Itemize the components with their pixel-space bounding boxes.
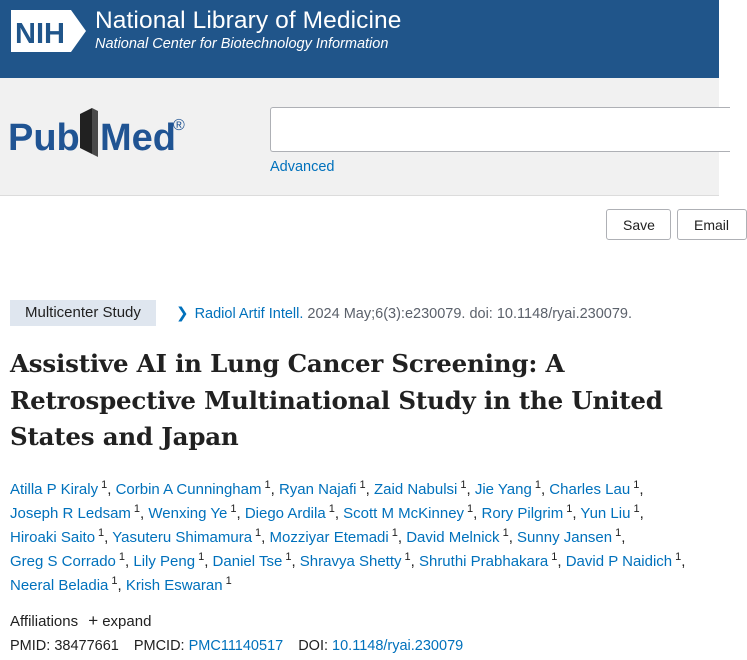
author-item: Lily Peng $^1$, xyxy=(133,551,209,570)
author-item: Corbin A Cunningham $^1$, xyxy=(115,479,275,498)
nih-logo[interactable] xyxy=(9,8,89,54)
affiliation-marker[interactable]: 1 xyxy=(615,527,622,539)
affiliation-marker[interactable]: 1 xyxy=(566,503,573,515)
affiliation-marker[interactable]: 1 xyxy=(467,503,474,515)
author-link[interactable]: Daniel Tse xyxy=(212,553,283,570)
author-link[interactable]: Charles Lau xyxy=(549,481,631,498)
affiliation-marker[interactable]: 1 xyxy=(198,551,205,563)
author-item: Yun Liu $^1$, xyxy=(580,503,644,522)
affiliations-expand-toggle[interactable] xyxy=(88,613,151,630)
author-item: Greg S Corrado $^1$, xyxy=(10,551,130,570)
affiliation-marker[interactable]: 1 xyxy=(404,551,411,563)
author-item: Hiroaki Saito $^1$, xyxy=(10,527,109,546)
author-link[interactable]: Scott M McKinney xyxy=(343,505,465,522)
author-link[interactable]: Shruthi Prabhakara xyxy=(418,553,549,570)
citation-text: 2024 May;6(3):e230079. doi: 10.1148/ryai.230079. xyxy=(307,306,633,322)
affiliation-marker[interactable]: 1 xyxy=(98,527,105,539)
author-item: Yasuteru Shimamura $^1$, xyxy=(112,527,266,546)
author-item: Shruthi Prabhakara $^1$, xyxy=(418,551,562,570)
author-link[interactable]: Corbin A Cunningham xyxy=(115,481,262,498)
author-link[interactable]: Yun Liu xyxy=(580,505,631,522)
author-link[interactable]: Sunny Jansen xyxy=(517,529,613,546)
author-link[interactable]: Rory Pilgrim xyxy=(481,505,564,522)
save-button[interactable]: Save xyxy=(606,209,671,240)
affiliation-marker[interactable]: 1 xyxy=(502,527,509,539)
affiliation-marker[interactable]: 1 xyxy=(118,551,126,563)
author-link[interactable]: Krish Eswaran xyxy=(125,577,223,594)
ncbi-subtitle[interactable]: National Center for Biotechnology Information xyxy=(95,36,389,52)
author-item: Diego Ardila $^1$, xyxy=(244,503,339,522)
author-link[interactable]: Neeral Beladia xyxy=(10,577,109,594)
author-item: Charles Lau $^1$, xyxy=(549,479,644,498)
author-link[interactable]: Zaid Nabulsi xyxy=(373,481,458,498)
advanced-search-link[interactable]: Advanced xyxy=(270,159,335,175)
journal-link[interactable]: Radiol Artif Intell. xyxy=(194,306,304,322)
nih-header xyxy=(0,0,719,78)
author-item: Atilla P Kiraly $^1$, xyxy=(10,479,112,498)
author-list xyxy=(10,478,716,598)
author-link[interactable]: Shravya Shetty xyxy=(299,553,402,570)
pmid-label: PMID: xyxy=(10,638,51,654)
author-item: Zaid Nabulsi $^1$, xyxy=(373,479,471,498)
affiliation-marker[interactable]: 1 xyxy=(264,479,271,491)
affiliation-marker[interactable]: 1 xyxy=(359,479,366,491)
plus-icon: + xyxy=(88,611,99,630)
affiliation-marker[interactable]: 1 xyxy=(101,479,108,491)
author-item: Joseph R Ledsam $^1$, xyxy=(10,503,145,522)
author-item: Neeral Beladia $^1$, xyxy=(10,575,122,594)
affiliations-label: Affiliations xyxy=(10,613,79,630)
author-link[interactable]: Joseph R Ledsam xyxy=(10,505,131,522)
author-item: Mozziyar Etemadi $^1$, xyxy=(269,527,403,546)
author-link[interactable]: Lily Peng xyxy=(133,553,196,570)
affiliation-marker[interactable]: 1 xyxy=(230,503,237,515)
affiliation-marker[interactable]: 1 xyxy=(675,551,682,563)
author-link[interactable]: Hiroaki Saito xyxy=(10,529,96,546)
author-link[interactable]: Wenxing Ye xyxy=(148,505,228,522)
affiliation-marker[interactable]: 1 xyxy=(285,551,292,563)
pmcid-label: PMCID: xyxy=(133,638,185,654)
author-item: Shravya Shetty $^1$, xyxy=(299,551,415,570)
author-link[interactable]: Yasuteru Shimamura xyxy=(112,529,253,546)
search-input[interactable] xyxy=(270,107,730,152)
svg-text:NIH: NIH xyxy=(15,18,65,50)
author-link[interactable]: Mozziyar Etemadi xyxy=(269,529,389,546)
author-item: Scott M McKinney $^1$, xyxy=(343,503,478,522)
affiliation-marker[interactable]: 1 xyxy=(111,575,118,587)
author-item: Ryan Najafi $^1$, xyxy=(278,479,370,498)
affiliation-marker[interactable]: 1 xyxy=(551,551,558,563)
author-link[interactable]: David Melnick xyxy=(406,529,500,546)
expand-label: expand xyxy=(102,613,152,630)
author-item: David Melnick $^1$, xyxy=(406,527,513,546)
author-item: Wenxing Ye $^1$, xyxy=(148,503,241,522)
affiliation-marker[interactable]: 1 xyxy=(534,479,541,491)
author-item: David P Naidich $^1$, xyxy=(565,551,686,570)
article-identifiers xyxy=(10,638,463,654)
affiliation-marker[interactable]: 1 xyxy=(255,527,262,539)
author-link[interactable]: David P Naidich xyxy=(565,553,673,570)
affiliation-marker[interactable]: 1 xyxy=(133,503,141,515)
pmcid-link[interactable]: PMC11140517 xyxy=(188,638,284,654)
doi-link[interactable]: 10.1148/ryai.230079 xyxy=(332,638,464,654)
author-link[interactable]: Greg S Corrado xyxy=(10,553,116,570)
affiliation-marker[interactable]: 1 xyxy=(328,503,335,515)
svg-text:Pub: Pub xyxy=(8,117,80,159)
svg-text:Med: Med xyxy=(100,117,176,159)
author-item: Daniel Tse $^1$, xyxy=(212,551,296,570)
search-band xyxy=(0,78,719,196)
journal-citation xyxy=(176,304,632,322)
article-title: Assistive AI in Lung Cancer Screening: A Retrospective Multinational Study in the United States and Japan xyxy=(10,349,663,451)
author-link[interactable]: Diego Ardila xyxy=(244,505,326,522)
author-item: Sunny Jansen $^1$, xyxy=(517,527,626,546)
affiliations-row xyxy=(10,611,151,631)
affiliation-marker[interactable]: 1 xyxy=(460,479,467,491)
affiliation-marker[interactable]: 1 xyxy=(633,503,640,515)
pmid-value: 38477661 xyxy=(54,638,119,654)
author-link[interactable]: Atilla P Kiraly xyxy=(10,481,99,498)
pubmed-logo[interactable] xyxy=(8,102,193,164)
author-item xyxy=(126,577,232,594)
author-link[interactable]: Ryan Najafi xyxy=(278,481,357,498)
affiliation-marker[interactable]: 1 xyxy=(633,479,640,491)
doi-label: DOI: xyxy=(298,638,329,654)
affiliation-marker[interactable]: 1 xyxy=(391,527,398,539)
chevron-right-icon: ❯ xyxy=(176,305,189,322)
nih-title[interactable]: National Library of Medicine xyxy=(95,7,402,34)
svg-text:®: ® xyxy=(173,117,185,134)
publication-type-badge: Multicenter Study xyxy=(10,300,156,326)
author-item: Rory Pilgrim $^1$, xyxy=(481,503,577,522)
email-button[interactable]: Email xyxy=(677,209,747,240)
affiliation-marker[interactable]: 1 xyxy=(225,575,232,587)
author-item: Jie Yang $^1$, xyxy=(474,479,546,498)
author-link[interactable]: Jie Yang xyxy=(474,481,532,498)
